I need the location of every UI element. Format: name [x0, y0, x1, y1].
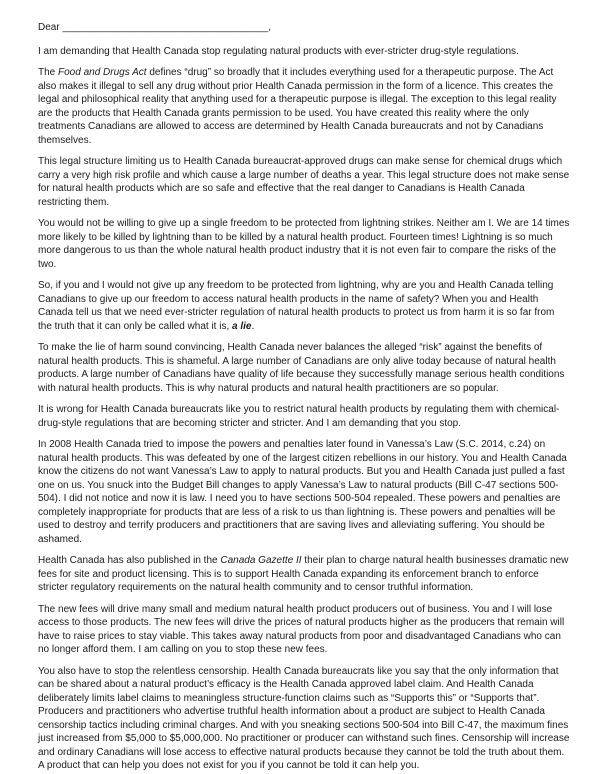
text-run: You would not be willing to give up a single freedom to be protected from lightning strikes. Neither am I. We are 14 times more likely to be killed by lightning than to be killed by a natural health product. Fourteen times! Lightning is so much more dangerous to us than the whole natural health product industry that it is not even fair to compare the risks of the two. [38, 218, 570, 270]
text-run: Health Canada has also published in the [38, 555, 221, 566]
text-run: So, if you and I would not give up any freedom to be protected from lightning, why are you and Health Canada telling Canadians to give up our freedom to access natural health products in the name of safety? When you and Health Canada tell us that we need ever-stricter regulation of natural health products to protect us from harm it is so far from the truth that it can only be called what it is, [38, 280, 555, 332]
paragraph-10 [38, 603, 570, 657]
text-run: their plan to charge natural health businesses dramatic new fees for site and product licensing. This is to support Health Canada expanding its enforcement branch to enforce stricter regulatory requirements on the natural health community and to censor truthful information. [38, 555, 569, 593]
text-run: I am demanding that Health Canada stop regulating natural products with ever-stricter drug-style regulations. [38, 45, 519, 57]
paragraph-3 [38, 155, 570, 209]
text-run: To make the lie of harm sound convincing, Health Canada never balances the alleged “risk” against the benefits of natural health products. This is shameful. A large number of Canadians are only alive today because of natural health products. A large number of Canadians have quality of life because they successfully manage serious health conditions with natural health products. This is why natural products and natural health practitioners are so popular. [38, 342, 565, 394]
text-run: The [38, 67, 59, 78]
text-run: You also have to stop the relentless censorship. Health Canada bureaucrats like you say that the only information that can be shared about a natural product’s efficacy is the Health Canada approved label claim. And Health Canada deliberately limits label claims to meaningless structure-function claims such as “Supports this” or “Supports that”. Producers and practitioners who advertise truthful health information about a product are subject to Health Canada censorship tactics including criminal charges. And with you sneaking sections 500-504 into Bill C-47, the maximum fines just increased from $5,000 to $5,000,000. No practitioner or producer can withstand such fines. Censorship will increase and ordinary Canadians will lose access to effective natural products because they cannot be told the truth about them. A product that can help you does not exist for you if you cannot be told it can help you. [38, 665, 570, 771]
paragraph-1 [38, 45, 570, 59]
paragraph-4 [38, 217, 570, 271]
text-run: It is wrong for Health Canada bureaucrats like you to restrict natural health products by regulating them with chemical-drug-style regulations that are becoming stricter and stricter. And I am demanding that you stop. [38, 404, 560, 429]
salutation-comma: , [268, 22, 272, 33]
letter-body [38, 45, 570, 773]
paragraph-9 [38, 554, 570, 595]
text-run: defines “drug” so broadly that it includes everything used for a therapeutic purpose. The Act also makes it illegal to sell any drug without prior Health Canada permission in the form of a licence. This creates the legal and philosophical reality that anything used for a therapeutic purpose is illegal. The exception to this legal reality are the products that Health Canada grants permission to be used. You have created this reality where the only treatments Canadians are allowed to access are determined by Health Canada bureaucrats and not by Canadians themselves. [38, 67, 557, 146]
salutation-prefix: Dear [38, 22, 63, 33]
paragraph-7 [38, 403, 570, 430]
text-run: The new fees will drive many small and medium natural health product producers out of business. You and I will lose access to those products. The new fees will drive the prices of natural products higher as the producers that remain will have to raise prices to stay viable. This takes away natural products from poor and disadvantaged Canadians who can no longer afford them. I am calling on you to stop these new fees. [38, 603, 565, 655]
paragraph-6 [38, 341, 570, 395]
text-run-bold-italic: a lie [232, 320, 252, 332]
text-run-italic: Food and Drugs Act [58, 67, 147, 78]
text-run-italic: Canada Gazette II [220, 555, 302, 566]
paragraph-11 [38, 665, 570, 773]
paragraph-2 [38, 66, 570, 147]
salutation-blank-line: _____________________________________ [62, 22, 269, 33]
salutation [38, 21, 570, 35]
text-run: In 2008 Health Canada tried to impose the powers and penalties later found in Vanessa’s Law (S.C. 2014, c.24) on natural health products. This was defeated by one of the largest citizen rebellions in our history. You and Health Canada know the citizens do not want Vanessa’s Law to apply to natural products. But you and Health Canada just pulled a fast one on us. You snuck into the Budget Bill changes to apply Vanessa’s Law to natural products (Bill C-47 sections 500-504). I did not notice and now it is law. I need you to have sections 500-504 repealed. These powers and penalties are completely inappropriate for products that are less of a risk to us than lightning is. These powers and penalties will be used to destroy and terrify producers and practitioners that are saving lives and alleviating suffering. You should be ashamed. [38, 439, 567, 545]
paragraph-5 [38, 279, 570, 333]
paragraph-8 [38, 438, 570, 546]
text-run: This legal structure limiting us to Health Canada bureaucrat-approved drugs can make sense for chemical drugs which carry a very high risk profile and which cause a large number of deaths a year. This legal structure does not make sense for natural health products which are so safe and effective that the real danger to Canadians is Health Canada restricting them. [38, 156, 570, 208]
text-run: . [251, 320, 255, 332]
